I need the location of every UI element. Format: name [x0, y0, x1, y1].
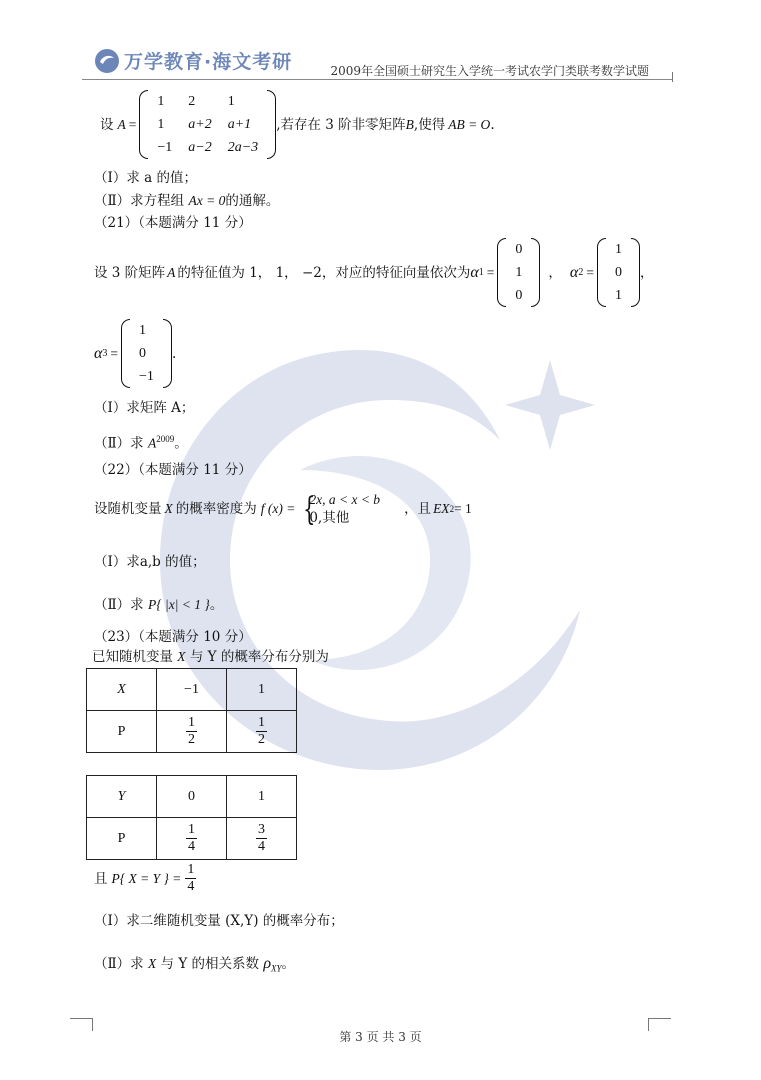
- q21-part1: （Ⅰ）求矩阵 A；: [94, 400, 195, 416]
- matrix-a: 1 2 1 1 a+2 a+1 −1 a−2 2a−3: [139, 90, 276, 159]
- q21-heading: （21）（本题满分 11 分）: [94, 215, 252, 231]
- table-cell: $\frac{3}{4}$: [227, 818, 297, 860]
- table-cell: X: [87, 669, 157, 711]
- q23-condition: 且 P{ X = Y } = $\frac{1}{4}$: [94, 862, 195, 894]
- brand-logo: [94, 47, 292, 74]
- header-divider: [82, 79, 672, 80]
- logo-text: 万学教育·海文考研: [124, 51, 293, 73]
- table-cell: Y: [87, 776, 157, 818]
- table-y-distribution: [86, 775, 297, 860]
- header-title: 2009年全国硕士研究生入学统一考试农学门类联考数学试题: [330, 64, 649, 78]
- table-cell: P: [87, 711, 157, 753]
- q21-statement: 设 3 阶矩阵 A 的特征值为 1， 1， −2，对应的特征向量依次为 α 1 = 0 1 0 ， α 2 = 1 0 1 ，: [94, 238, 653, 307]
- q21-part2: （Ⅱ）求 $A^{2009}$。: [94, 434, 188, 452]
- table-cell: $\frac{1}{4}$: [157, 818, 227, 860]
- vector-alpha-2: 1 0 1: [597, 238, 640, 307]
- table-cell: $\frac{1}{2}$: [157, 711, 227, 753]
- q22-part2: （Ⅱ）求 P{ |x| < 1 }。: [94, 597, 224, 613]
- table-cell: $\frac{1}{2}$: [227, 711, 297, 753]
- table-x-distribution: [86, 668, 297, 753]
- table-cell: 1: [227, 669, 297, 711]
- table-cell: 1: [227, 776, 297, 818]
- q20-part1: （Ⅰ）求 a 的值；: [94, 170, 197, 186]
- table-cell: −1: [157, 669, 227, 711]
- q23-part1: （Ⅰ）求二维随机变量 (X,Y) 的概率分布；: [94, 913, 344, 929]
- q22-statement: 设随机变量 X 的概率密度为 f (x) = { 2x, a < x < b 0,其他 ，且 EX 2 = 1: [94, 490, 472, 528]
- q20-part2: （Ⅱ）求方程组 Ax = 0的通解。: [94, 193, 280, 209]
- page-number: 第 3 页 共 3 页: [339, 1030, 422, 1044]
- header-corner-mark: [648, 72, 673, 82]
- logo-icon: [94, 48, 120, 74]
- q20-statement: 设 A = 1 2 1 1 a+2 a+1 −1 a−2 2a−3 ,若存在 3 阶非零矩阵 B ,使得 AB = O .: [100, 90, 495, 159]
- q23-statement: 已知随机变量 X 与 Y 的概率分布分别为: [92, 649, 329, 665]
- q22-heading: （22）（本题满分 11 分）: [94, 462, 252, 478]
- q23-part2: （Ⅱ）求 X 与 Y 的相关系数 $\rho_{XY}$。: [94, 955, 296, 974]
- vector-alpha-3: 1 0 −1: [121, 319, 172, 388]
- q22-part1: （Ⅰ）求a,b 的值；: [94, 554, 206, 570]
- table-cell: 0: [157, 776, 227, 818]
- q21-alpha3: α 3 = 1 0 −1 .: [94, 319, 176, 388]
- table-cell: P: [87, 818, 157, 860]
- piecewise-density: { 2x, a < x < b 0,其他: [303, 490, 381, 528]
- q23-heading: （23）（本题满分 10 分）: [94, 629, 252, 645]
- vector-alpha-1: 0 1 0: [497, 238, 540, 307]
